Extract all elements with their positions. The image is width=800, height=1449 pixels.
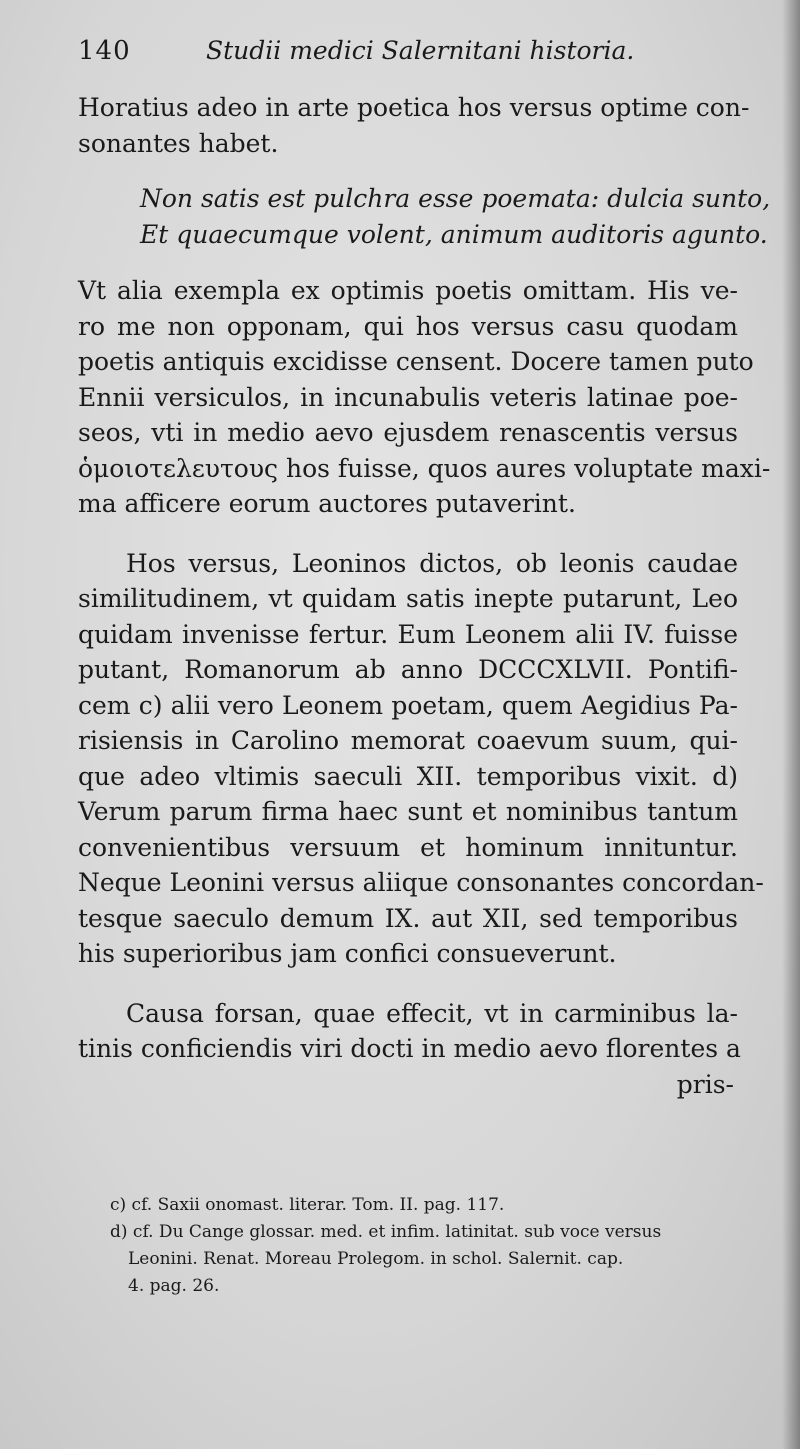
running-head: Studii medici Salernitani historia. bbox=[206, 36, 635, 65]
main-text bbox=[78, 90, 771, 1102]
footnote-c: c) cf. Saxii onomast. literar. Tom. II. pag. 117. bbox=[110, 1195, 505, 1215]
page-edge-shadow bbox=[782, 0, 800, 1449]
text-line: his superioribus jam confici consueverunt. bbox=[78, 939, 617, 968]
text-line: Ennii versiculos, in incunabulis veteris latinae poe- bbox=[78, 382, 738, 412]
paragraph-2 bbox=[78, 273, 771, 522]
text-line: que adeo vltimis saeculi XII. temporibus vixit. d) bbox=[78, 761, 738, 791]
paragraph-1 bbox=[78, 90, 750, 161]
text-line: Hos versus, Leoninos dictos, ob leonis caudae bbox=[126, 548, 738, 578]
verse-quotation bbox=[78, 181, 771, 253]
page-number: 140 bbox=[78, 36, 131, 66]
catchword: pris- bbox=[676, 1069, 734, 1099]
verse-line: Non satis est pulchra esse poemata: dulcia sunto, bbox=[140, 184, 771, 213]
text-line: ma afficere eorum auctores putaverint. bbox=[78, 489, 576, 518]
text-line: convenientibus versuum et hominum innituntur. bbox=[78, 832, 738, 862]
text-line: seos, vti in medio aevo ejusdem renascentis versus bbox=[78, 418, 738, 447]
text-line: tesque saeculo demum IX. aut XII, sed temporibus bbox=[78, 903, 738, 933]
text-line: putant, Romanorum ab anno DCCCXLVII. Pontifi- bbox=[78, 655, 738, 684]
text-line: cem c) alii vero Leonem poetam, quem Aegidius Pa- bbox=[78, 690, 738, 720]
page-header bbox=[78, 26, 758, 76]
text-line: ὁμοιοτελευτους hos fuisse, quos aures voluptate maxi- bbox=[78, 453, 771, 483]
text-line: Verum parum firma haec sunt et nominibus tantum bbox=[78, 797, 738, 826]
text-line: quidam invenisse fertur. Eum Leonem alii IV. fuisse bbox=[78, 619, 738, 649]
text-line: Neque Leonini versus aliique consonantes concordan- bbox=[78, 868, 764, 897]
footnote-d-continued: 4. pag. 26. bbox=[128, 1276, 220, 1296]
text-line: Horatius adeo in arte poetica hos versus optime con- bbox=[78, 93, 750, 122]
footnote-d-continued: Leonini. Renat. Moreau Prolegom. in schol. Salernit. cap. bbox=[128, 1249, 624, 1269]
text-line: Vt alia exempla ex optimis poetis omittam. His ve- bbox=[78, 276, 738, 305]
paragraph-3 bbox=[78, 546, 764, 972]
text-line: ro me non opponam, qui hos versus casu quodam bbox=[78, 311, 738, 341]
text-line: similitudinem, vt quidam satis inepte putarunt, Leo bbox=[78, 584, 738, 613]
text-line: sonantes habet. bbox=[78, 128, 279, 158]
text-line: tinis conficiendis viri docti in medio aevo florentes a bbox=[78, 1034, 741, 1063]
text-line: poetis antiquis excidisse censent. Docere tamen puto bbox=[78, 347, 754, 376]
text-line: risiensis in Carolino memorat coaevum suum, qui- bbox=[78, 726, 738, 755]
verse-line: Et quaecumque volent, animum auditoris agunto. bbox=[140, 220, 768, 249]
footnote-d: d) cf. Du Cange glossar. med. et infim. latinitat. sub voce versus bbox=[110, 1222, 662, 1242]
paragraph-4 bbox=[78, 996, 741, 1103]
text-line: Causa forsan, quae effecit, vt in carminibus la- bbox=[126, 998, 738, 1028]
footnotes bbox=[110, 1192, 740, 1300]
